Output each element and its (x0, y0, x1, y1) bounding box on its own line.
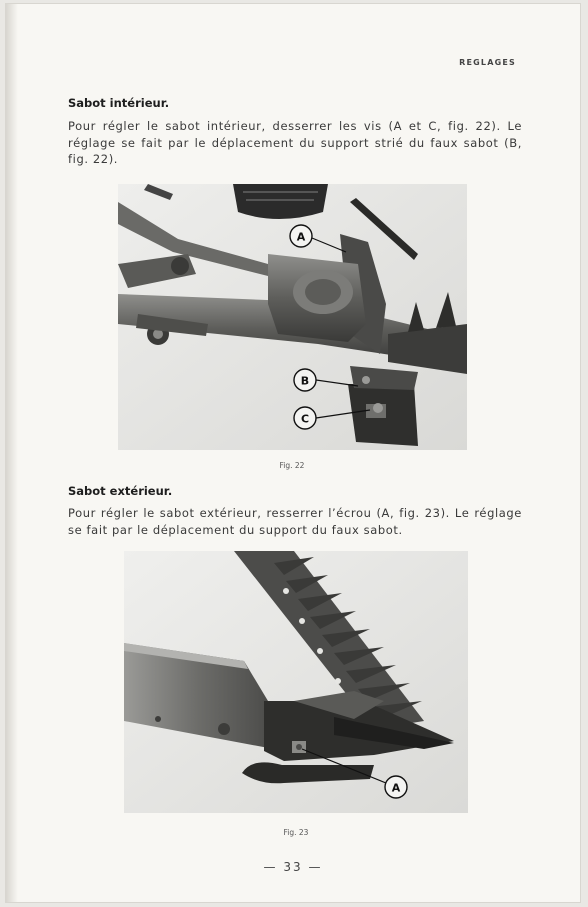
svg-text:B: B (300, 374, 310, 388)
figure-23-photo (124, 551, 468, 813)
svg-text:A: A (391, 781, 401, 795)
section-text-outer-shoe: Pour régler le sabot extérieur, resserrer l’écrou (A, fig. 23). Le réglage se fait par le déplacement du support du faux sabot. (68, 506, 522, 537)
svg-text:A: A (296, 230, 306, 244)
section-heading-inner-shoe: Sabot intérieur. (68, 96, 170, 110)
callout-a-fig22 (290, 225, 312, 247)
callout-a-fig23 (385, 776, 407, 798)
svg-text:C: C (300, 412, 310, 426)
callout-b-fig22 (294, 369, 316, 391)
figure-22-caption: Fig. 22 (279, 461, 305, 470)
figure-22-photo (118, 184, 467, 450)
section-heading-outer-shoe: Sabot extérieur. (68, 484, 173, 498)
page-fold-shadow (6, 4, 18, 902)
callout-c-fig22 (294, 407, 316, 429)
running-head: REGLAGES (459, 58, 516, 67)
manual-page (6, 4, 580, 902)
figure-23-illustration (124, 551, 468, 813)
figure-22-illustration (118, 184, 467, 450)
section-text-inner-shoe: Pour régler le sabot intérieur, desserrer les vis (A et C, fig. 22). Le réglage se fait par le déplacement du support strié du faux sabot (B, fig. 22). (68, 119, 522, 166)
page-number: — 33 — (263, 860, 323, 874)
figure-23-caption: Fig. 23 (283, 828, 309, 837)
